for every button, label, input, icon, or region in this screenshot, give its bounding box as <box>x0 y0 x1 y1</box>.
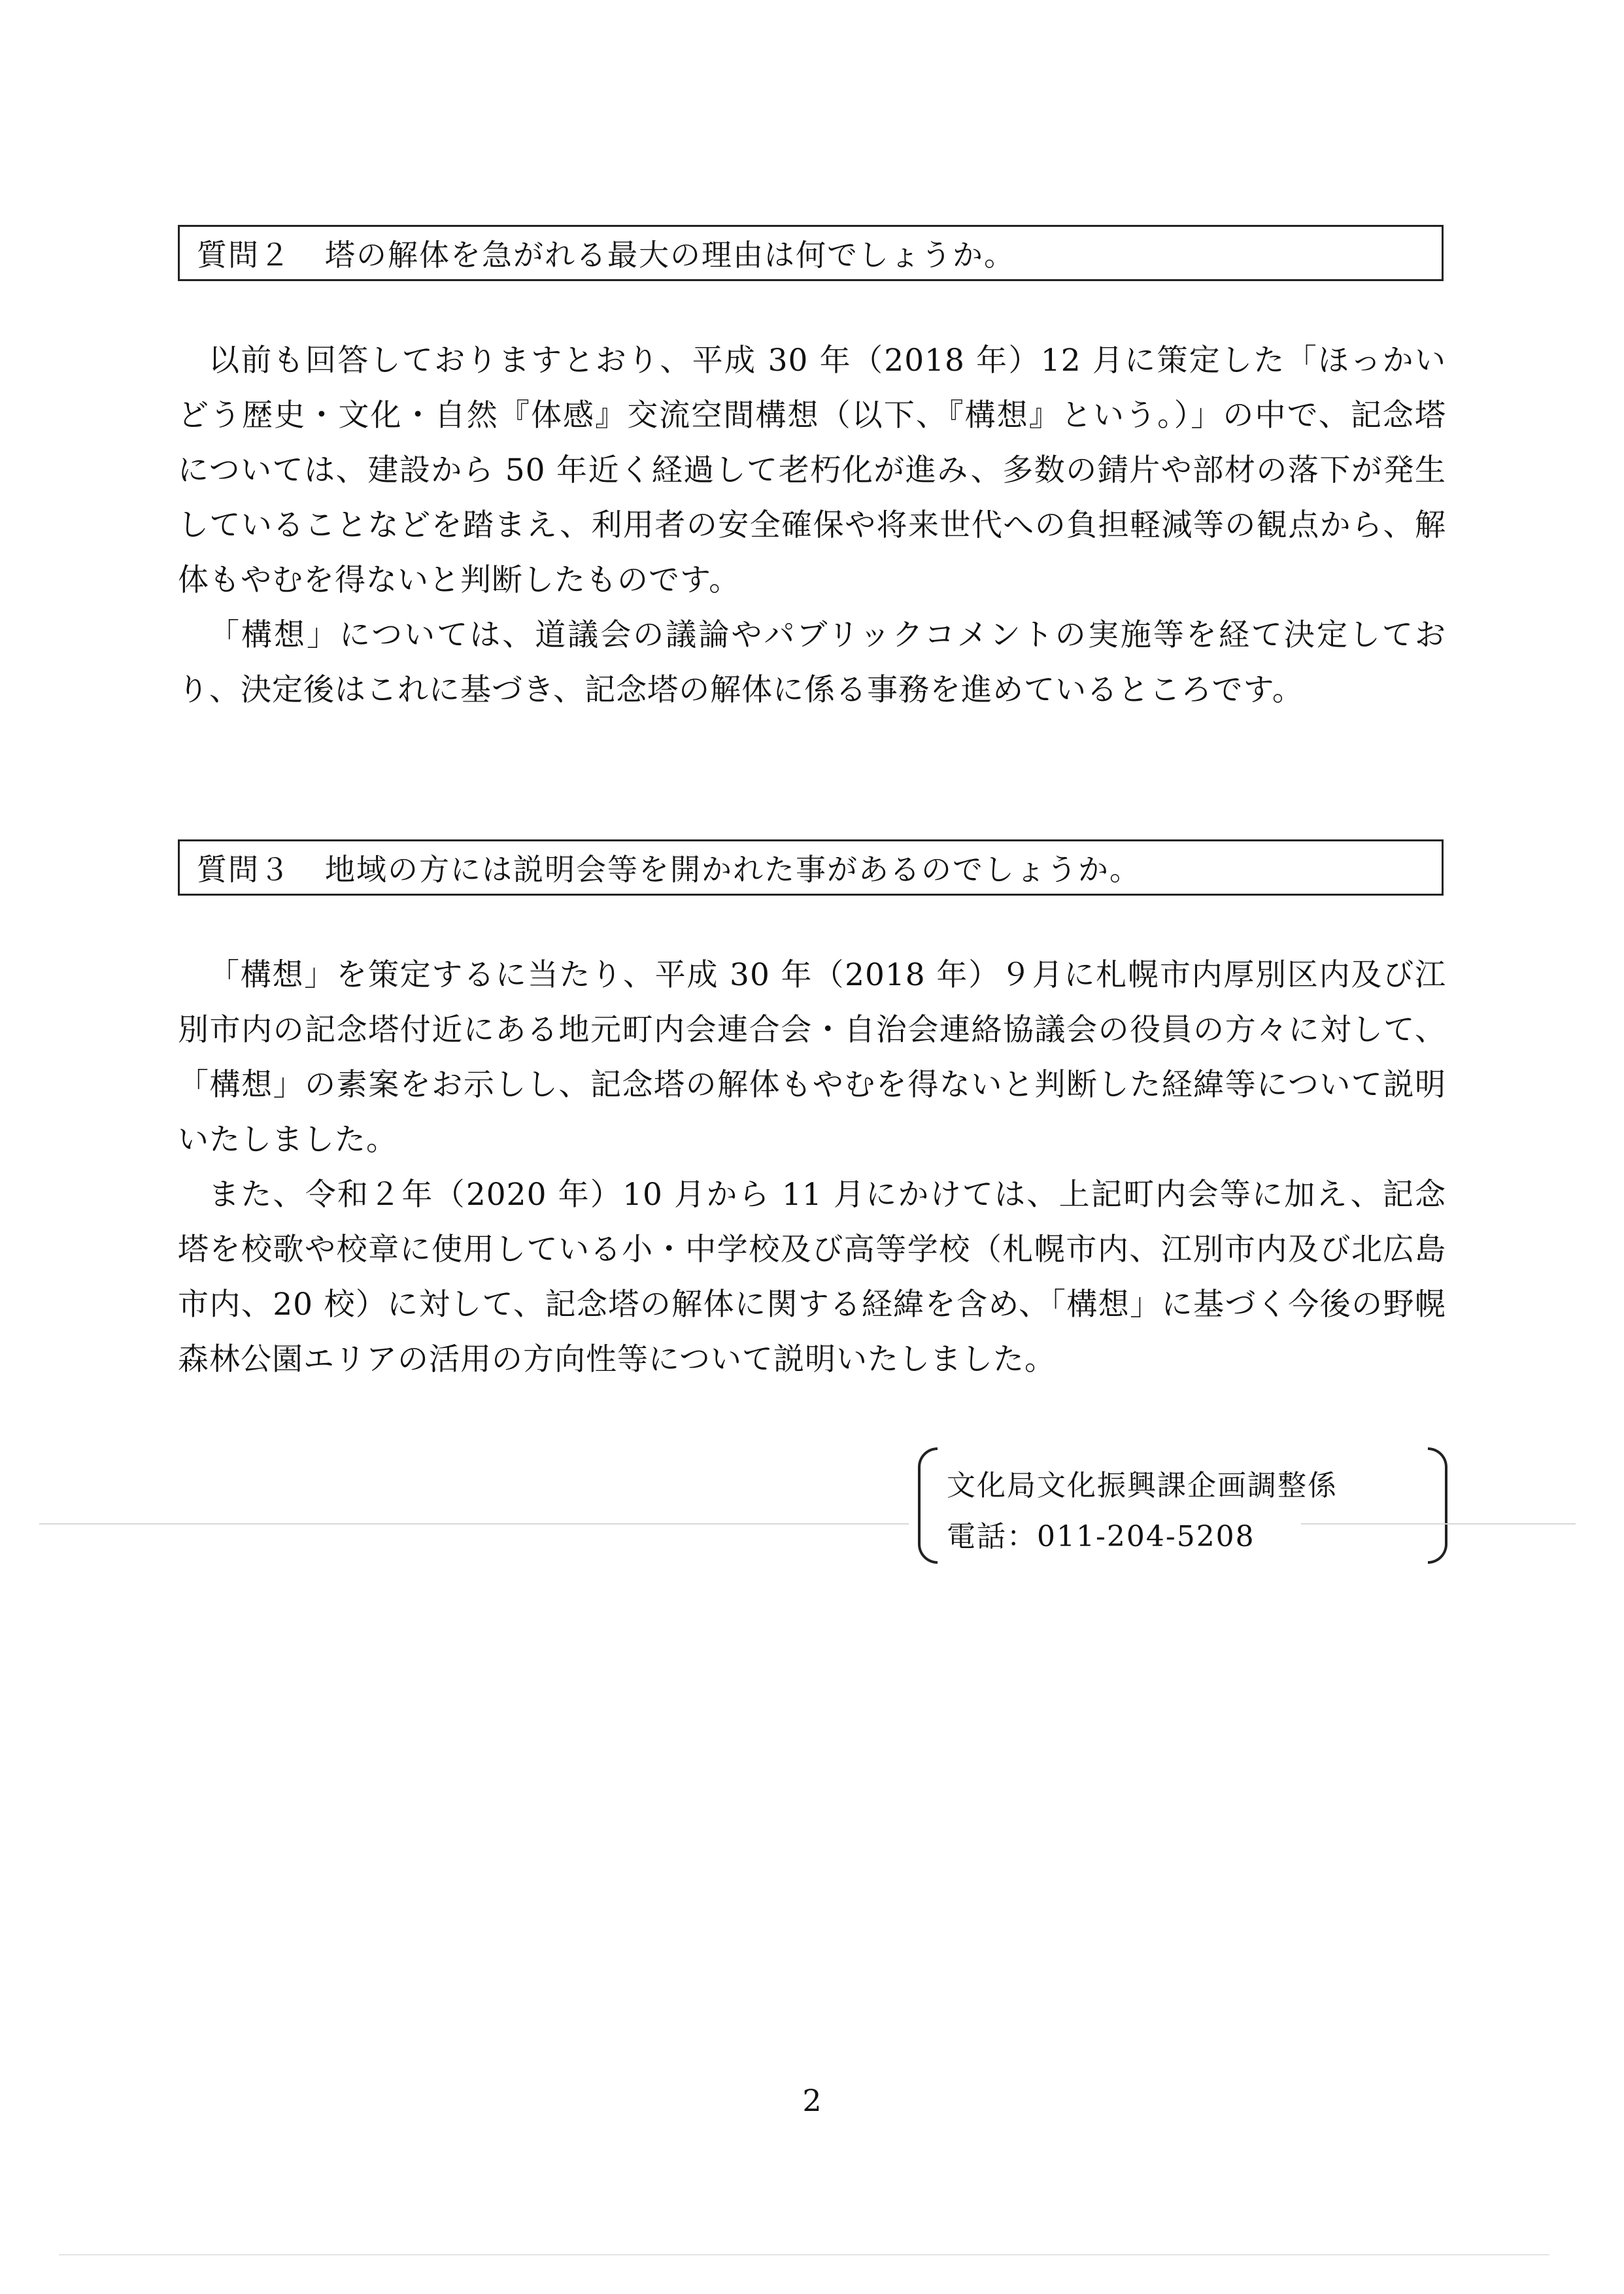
question-3-box <box>178 839 1444 896</box>
answer-2-paragraph-2: 「構想」については、道議会の議論やパブリックコメントの実施等を経て決定しており、決定後はこれに基づき、記念塔の解体に係る事務を進めているところです。 <box>178 617 1446 708</box>
question-3-text: 地域の方には説明会等を開かれた事があるのでしょうか。 <box>325 852 1141 887</box>
right-bracket <box>1428 1447 1447 1564</box>
scan-artifact-line <box>39 1523 909 1525</box>
question-2-box <box>178 225 1444 281</box>
question-2-label: 質問２ <box>197 237 291 273</box>
scan-artifact-line <box>59 2254 1549 2255</box>
contact-phone: 電話：011-204-5208 <box>947 1520 1255 1553</box>
question-3-label: 質問３ <box>197 852 291 887</box>
answer-2 <box>178 333 1446 718</box>
answer-3-paragraph-2: また、令和２年（2020 年）10 月から 11 月にかけては、上記町内会等に加え、記念塔を校歌や校章に使用している小・中学校及び高等学校（札幌市内、江別市内及び北広島市内、20 校）に対して、記念塔の解体に関する経緯を含め、「構想」に基づく今後の野幌森林公園エリアの活用の方向性等について説明いたしました。 <box>178 1177 1446 1377</box>
question-2-text: 塔の解体を急がれる最大の理由は何でしょうか。 <box>325 237 1015 273</box>
answer-3 <box>178 948 1446 1387</box>
answer-2-paragraph-1: 以前も回答しておりますとおり、平成 30 年（2018 年）12 月に策定した「ほっかいどう歴史・文化・自然『体感』交流空間構想（以下、『構想』という。）」の中で、記念塔については、建設から 50 年近く経過して老朽化が進み、多数の錆片や部材の落下が発生していることなどを踏まえ、利用者の安全確保や将来世代への負担軽減等の観点から、解体もやむを得ないと判断したものです。 <box>178 343 1446 598</box>
contact-block <box>918 1447 1447 1564</box>
scan-artifact-line <box>1301 1523 1576 1525</box>
left-bracket <box>918 1447 938 1564</box>
contact-department: 文化局文化振興課企画調整係 <box>947 1469 1338 1502</box>
page-number: 2 <box>802 2083 822 2118</box>
answer-3-paragraph-1: 「構想」を策定するに当たり、平成 30 年（2018 年）９月に札幌市内厚別区内及び江別市内の記念塔付近にある地元町内会連合会・自治会連絡協議会の役員の方々に対して、「構想」の素案をお示しし、記念塔の解体もやむを得ないと判断した経緯等について説明いたしました。 <box>178 957 1446 1158</box>
